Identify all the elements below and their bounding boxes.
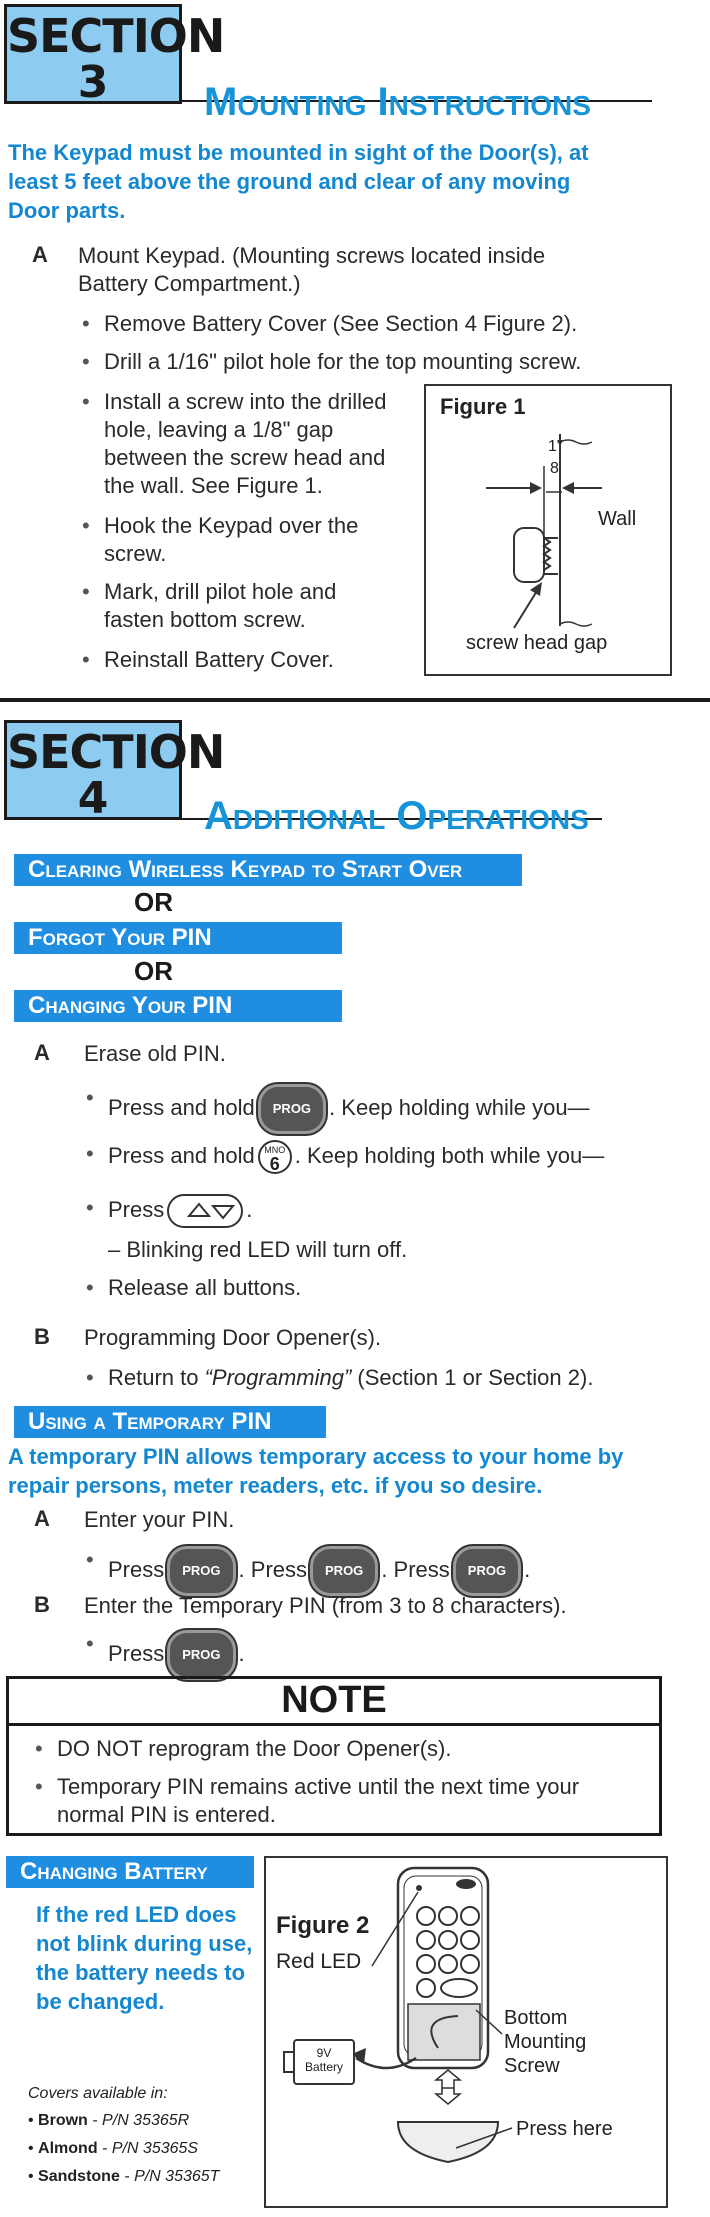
prog-button: PROG — [453, 1546, 521, 1596]
erase-step-letter: A — [34, 1040, 50, 1065]
section-4-box — [4, 720, 225, 824]
erase-bullet-2 — [108, 1140, 604, 1174]
mno-label: MNO — [264, 1145, 286, 1155]
erase-step-text: Erase old PIN. — [84, 1041, 226, 1066]
screw-wall-diagram — [426, 426, 670, 656]
banner-forgot-pin: Forgot Your PIN — [14, 922, 342, 954]
figure-2-red-led-label: Red LED — [276, 1950, 362, 1973]
section-number: 3 — [77, 57, 109, 108]
press-text: Press — [108, 1196, 165, 1222]
note-item-1: • DO NOT reprogram the Door Opener(s). — [57, 1735, 647, 1763]
program-bullet — [108, 1364, 593, 1392]
press-hold-text: Press and hold — [108, 1094, 255, 1120]
section-ref-text: (Section 1 or Section 2). — [351, 1365, 594, 1390]
cover-color: Almond — [38, 2140, 98, 2157]
banner-changing-battery: Changing Battery — [6, 1856, 254, 1888]
press-hold-text: Press and hold — [108, 1142, 255, 1168]
banner-temporary-pin: Using a Temporary PIN — [14, 1406, 326, 1438]
cover-sandstone: • Sandstone - P/N 35365T — [28, 2168, 220, 2185]
bottom-screw-label: Bottom Mounting Screw — [504, 2007, 587, 2077]
note-title-rule — [9, 1723, 659, 1726]
cover-pn: - P/N 35365T — [119, 2168, 220, 2185]
return-to-text: Return to — [108, 1365, 205, 1390]
erase-bullet-3: • Press . — [108, 1194, 252, 1228]
mount-bullet-4: • Hook the Keypad over the screw. — [104, 512, 364, 568]
mount-bullet-2: • Drill a 1/16" pilot hole for the top mounting screw. — [104, 348, 684, 376]
or-label-2: OR — [134, 956, 173, 986]
prog-button: PROG — [258, 1084, 326, 1134]
section-word: SECTION — [7, 9, 225, 63]
prog-button: PROG — [310, 1546, 378, 1596]
section-3-box — [4, 4, 225, 108]
figure-1-wall-label: Wall — [598, 508, 637, 530]
prog-button: PROG — [167, 1630, 235, 1680]
section-3-intro: The Keypad must be mounted in sight of the Door(s), at least 5 feet above the ground and clear of any moving Door parts. — [8, 140, 589, 223]
cover-color: Brown — [38, 2112, 88, 2129]
section-3-title: Mounting Instructions — [204, 80, 591, 124]
prog-button: PROG — [167, 1546, 235, 1596]
cover-brown: • Brown - P/N 35365R — [28, 2112, 190, 2129]
battery-instructions: If the red LED does not blink during use, the battery needs to be changed. — [36, 1902, 253, 2014]
cover-pn: - P/N 35365S — [97, 2140, 199, 2157]
temporary-pin-intro: A temporary PIN allows temporary access to your home by repair persons, meter readers, etc. if you so desire. — [8, 1444, 624, 1498]
mount-bullet-3: • Install a screw into the drilled hole, leaving a 1/8" gap between the screw head and the wall. See Figure 1. — [104, 388, 404, 500]
erase-bullet-1 — [108, 1084, 590, 1134]
temp-bullet-2: • Press PROG . — [108, 1630, 245, 1680]
press-text: Press — [108, 1556, 165, 1582]
figure-2 — [264, 1856, 668, 2208]
covers-label: Covers available in: — [28, 2085, 168, 2102]
section-divider — [0, 698, 710, 702]
mount-bullet-6: • Reinstall Battery Cover. — [104, 646, 384, 674]
note-box — [6, 1676, 662, 1836]
mount-bullet-5: • Mark, drill pilot hole and fasten bottom screw. — [104, 578, 384, 634]
press-sep-text: . Press — [238, 1556, 308, 1582]
note-title: NOTE — [281, 1679, 387, 1721]
section-number: 4 — [77, 773, 109, 824]
keep-holding-text: . Keep holding while you— — [329, 1094, 590, 1120]
step-a-text: Mount Keypad. (Mounting screws located inside Battery Compartment.) — [78, 243, 546, 296]
banner-changing-pin: Changing Your PIN — [14, 990, 342, 1022]
temp-step-a-letter: A — [34, 1506, 50, 1531]
mount-bullet-1: • Remove Battery Cover (See Section 4 Figure 2). — [104, 310, 664, 338]
banner-clearing-keypad: Clearing Wireless Keypad to Start Over — [14, 854, 522, 886]
figure-2-title: Figure 2 — [276, 1912, 370, 1939]
keep-holding-both-text: . Keep holding both while you— — [294, 1142, 605, 1168]
program-step-text: Programming Door Opener(s). — [84, 1325, 382, 1350]
note-item-2: • Temporary PIN remains active until the next time your normal PIN is entered. — [57, 1773, 647, 1829]
press-text: Press — [108, 1640, 165, 1666]
programming-ref: “Programming” — [204, 1365, 352, 1390]
cover-pn: - P/N 35365R — [87, 2112, 190, 2129]
erase-bullet-4: • Release all buttons. — [108, 1274, 301, 1302]
program-step-letter: B — [34, 1324, 50, 1349]
section-word: SECTION — [7, 725, 225, 779]
figure-1-title: Figure 1 — [440, 394, 526, 419]
led-off-note: – Blinking red LED will turn off. — [108, 1237, 408, 1262]
cover-almond: • Almond - P/N 35365S — [28, 2140, 199, 2157]
step-a-letter: A — [32, 242, 48, 267]
press-sep-text: . Press — [381, 1556, 450, 1582]
figure-1-gap-label: screw head gap — [466, 632, 608, 654]
temp-bullet-1: • Press PROG . Press PROG . Press PROG . — [108, 1546, 530, 1596]
section-4-title: Additional Operations — [204, 794, 589, 838]
or-label-1: OR — [134, 887, 173, 917]
figure-1-fraction-num: 1" — [548, 438, 563, 455]
mno-6-button — [258, 1140, 292, 1174]
temp-step-a-text: Enter your PIN. — [84, 1507, 235, 1532]
cover-color: Sandstone — [38, 2168, 120, 2185]
six-label: 6 — [269, 1154, 280, 1174]
figure-1 — [424, 384, 672, 676]
figure-1-fraction-den: 8 — [550, 460, 559, 477]
temp-step-b-text: Enter the Temporary PIN (from 3 to 8 characters). — [84, 1593, 567, 1618]
battery-label: 9V Battery — [304, 2046, 343, 2074]
press-here-label: Press here — [516, 2118, 613, 2140]
temp-step-b-letter: B — [34, 1592, 50, 1617]
up-down-arrow-icon — [167, 1194, 243, 1228]
